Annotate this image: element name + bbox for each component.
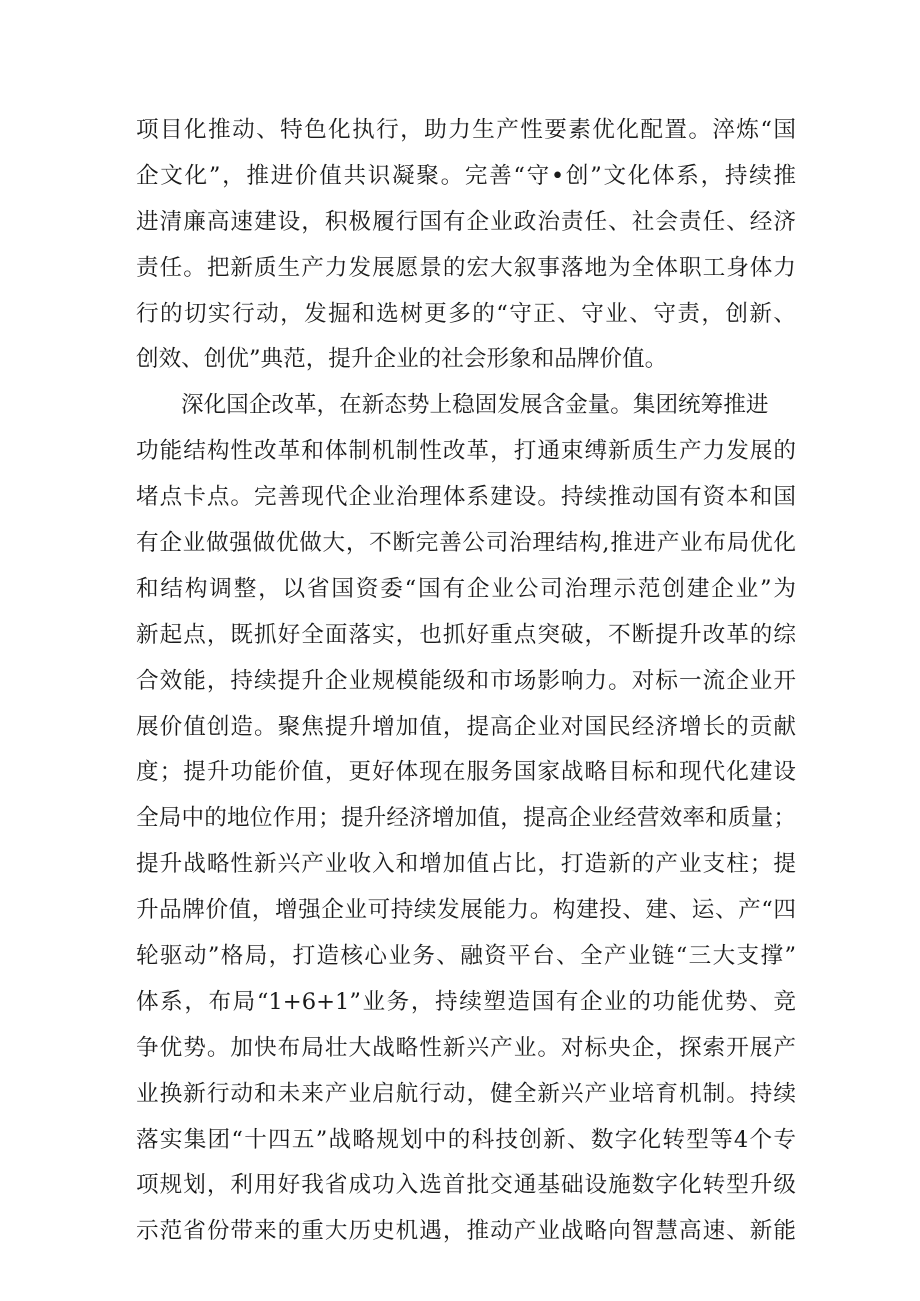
text-line: 度；提升功能价值，更好体现在服务国家战略目标和现代化建设 — [136, 759, 796, 786]
text-line: 提升战略性新兴产业收入和增加值占比，打造新的产业支柱；提 — [136, 851, 796, 878]
text-line: 轮驱动”格局，打造核心业务、融资平台、全产业链“三大支撑” — [136, 943, 796, 970]
text-line: 企文化”，推进价值共识凝聚。完善“守•创”文化体系，持续推 — [136, 162, 796, 189]
text-line: 全局中的地位作用；提升经济增加值，提高企业经营效率和质量； — [136, 805, 796, 832]
text-line: 体系，布局“1+6+1”业务，持续塑造国有企业的功能优势、竞 — [136, 988, 796, 1015]
text-line: 业换新行动和未来产业启航行动，健全新兴产业培育机制。持续 — [136, 1080, 796, 1107]
text-line: 深化国企改革，在新态势上稳固发展含金量。集团统筹推进 — [181, 392, 769, 419]
text-line: 落实集团“十四五”战略规划中的科技创新、数字化转型等4个专 — [136, 1126, 796, 1153]
text-line: 示范省份带来的重大历史机遇，推动产业战略向智慧高速、新能 — [136, 1218, 796, 1245]
text-line: 展价值创造。聚焦提升增加值，提高企业对国民经济增长的贡献 — [136, 713, 796, 740]
text-line: 合效能，持续提升企业规模能级和市场影响力。对标一流企业开 — [136, 667, 796, 694]
text-line: 项目化推动、特色化执行，助力生产性要素优化配置。淬炼“国 — [136, 117, 796, 143]
paragraph-culture — [136, 108, 796, 383]
text-line: 项规划，利用好我省成功入选首批交通基础设施数字化转型升级 — [136, 1172, 796, 1199]
text-line: 功能结构性改革和体制机制性改革，打通束缚新质生产力发展的 — [136, 438, 796, 465]
text-line: 升品牌价值，增强企业可持续发展能力。构建投、建、运、产“四 — [136, 897, 796, 924]
text-line: 责任。把新质生产力发展愿景的宏大叙事落地为全体职工身体力 — [136, 254, 796, 281]
text-line: 争优势。加快布局壮大战略性新兴产业。对标央企，探索开展产 — [136, 1034, 796, 1061]
text-line: 堵点卡点。完善现代企业治理体系建设。持续推动国有资本和国 — [136, 484, 796, 511]
text-line: 和结构调整，以省国资委“国有企业公司治理示范创建企业”为 — [136, 575, 796, 602]
text-line: 创效、创优”典范，提升企业的社会形象和品牌价值。 — [136, 346, 668, 373]
text-line: 行的切实行动，发掘和选树更多的“守正、守业、守责，创新、 — [136, 300, 796, 327]
text-line: 进清廉高速建设，积极履行国有企业政治责任、社会责任、经济 — [136, 208, 796, 235]
text-line: 有企业做强做优做大，不断完善公司治理结构,推进产业布局优化 — [136, 530, 796, 557]
text-line: 新起点，既抓好全面落实，也抓好重点突破，不断提升改革的综 — [136, 621, 796, 648]
document-body — [136, 108, 796, 1255]
paragraph-reform — [136, 383, 796, 1255]
